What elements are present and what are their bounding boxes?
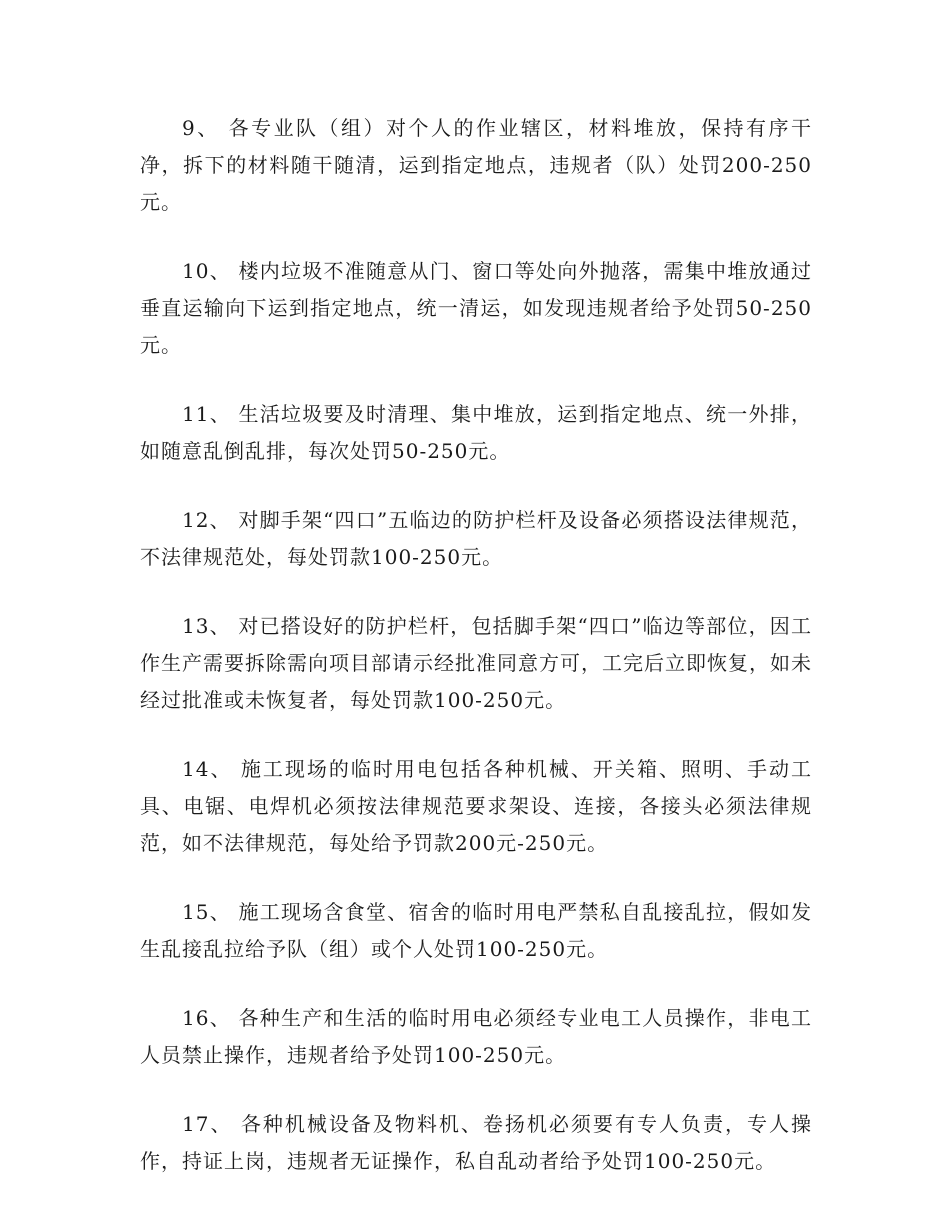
rule-paragraph-11: 11、 生活垃圾要及时清理、集中堆放，运到指定地点、统一外排，如随意乱倒乱排，每次处罚50-250元。 <box>140 402 812 463</box>
rule-paragraph-17: 17、 各种机械设备及物料机、卷扬机必须要有专人负责，专人操作，持证上岗，违规者无证操作，私自乱动者给予处罚100-250元。 <box>140 1112 812 1173</box>
rule-paragraph-15: 15、 施工现场含食堂、宿舍的临时用电严禁私自乱接乱拉，假如发生乱接乱拉给予队（组）或个人处罚100-250元。 <box>140 900 812 961</box>
rule-paragraph-13: 13、 对已搭设好的防护栏杆，包括脚手架“四口”临边等部位，因工作生产需要拆除需向项目部请示经批准同意方可，工完后立即恢复，如未经过批准或未恢复者，每处罚款100-250元。 <box>140 614 812 712</box>
rule-paragraph-14: 14、 施工现场的临时用电包括各种机械、开关箱、照明、手动工具、电锯、电焊机必须按法律规范要求架设、连接，各接头必须法律规范，如不法律规范，每处给予罚款200元-250元。 <box>140 757 812 855</box>
rule-paragraph-9: 9、 各专业队（组）对个人的作业辖区，材料堆放，保持有序干净，拆下的材料随干随清，运到指定地点，违规者（队）处罚200-250元。 <box>140 116 812 214</box>
rule-paragraph-16: 16、 各种生产和生活的临时用电必须经专业电工人员操作，非电工人员禁止操作，违规者给予处罚100-250元。 <box>140 1006 812 1067</box>
rule-paragraph-12: 12、 对脚手架“四口”五临边的防护栏杆及设备必须搭设法律规范，不法律规范处，每处罚款100-250元。 <box>140 508 812 569</box>
document-body <box>140 110 812 1212</box>
rule-paragraph-10: 10、 楼内垃圾不准随意从门、窗口等处向外抛落，需集中堆放通过垂直运输向下运到指定地点，统一清运，如发现违规者给予处罚50-250元。 <box>140 259 812 357</box>
